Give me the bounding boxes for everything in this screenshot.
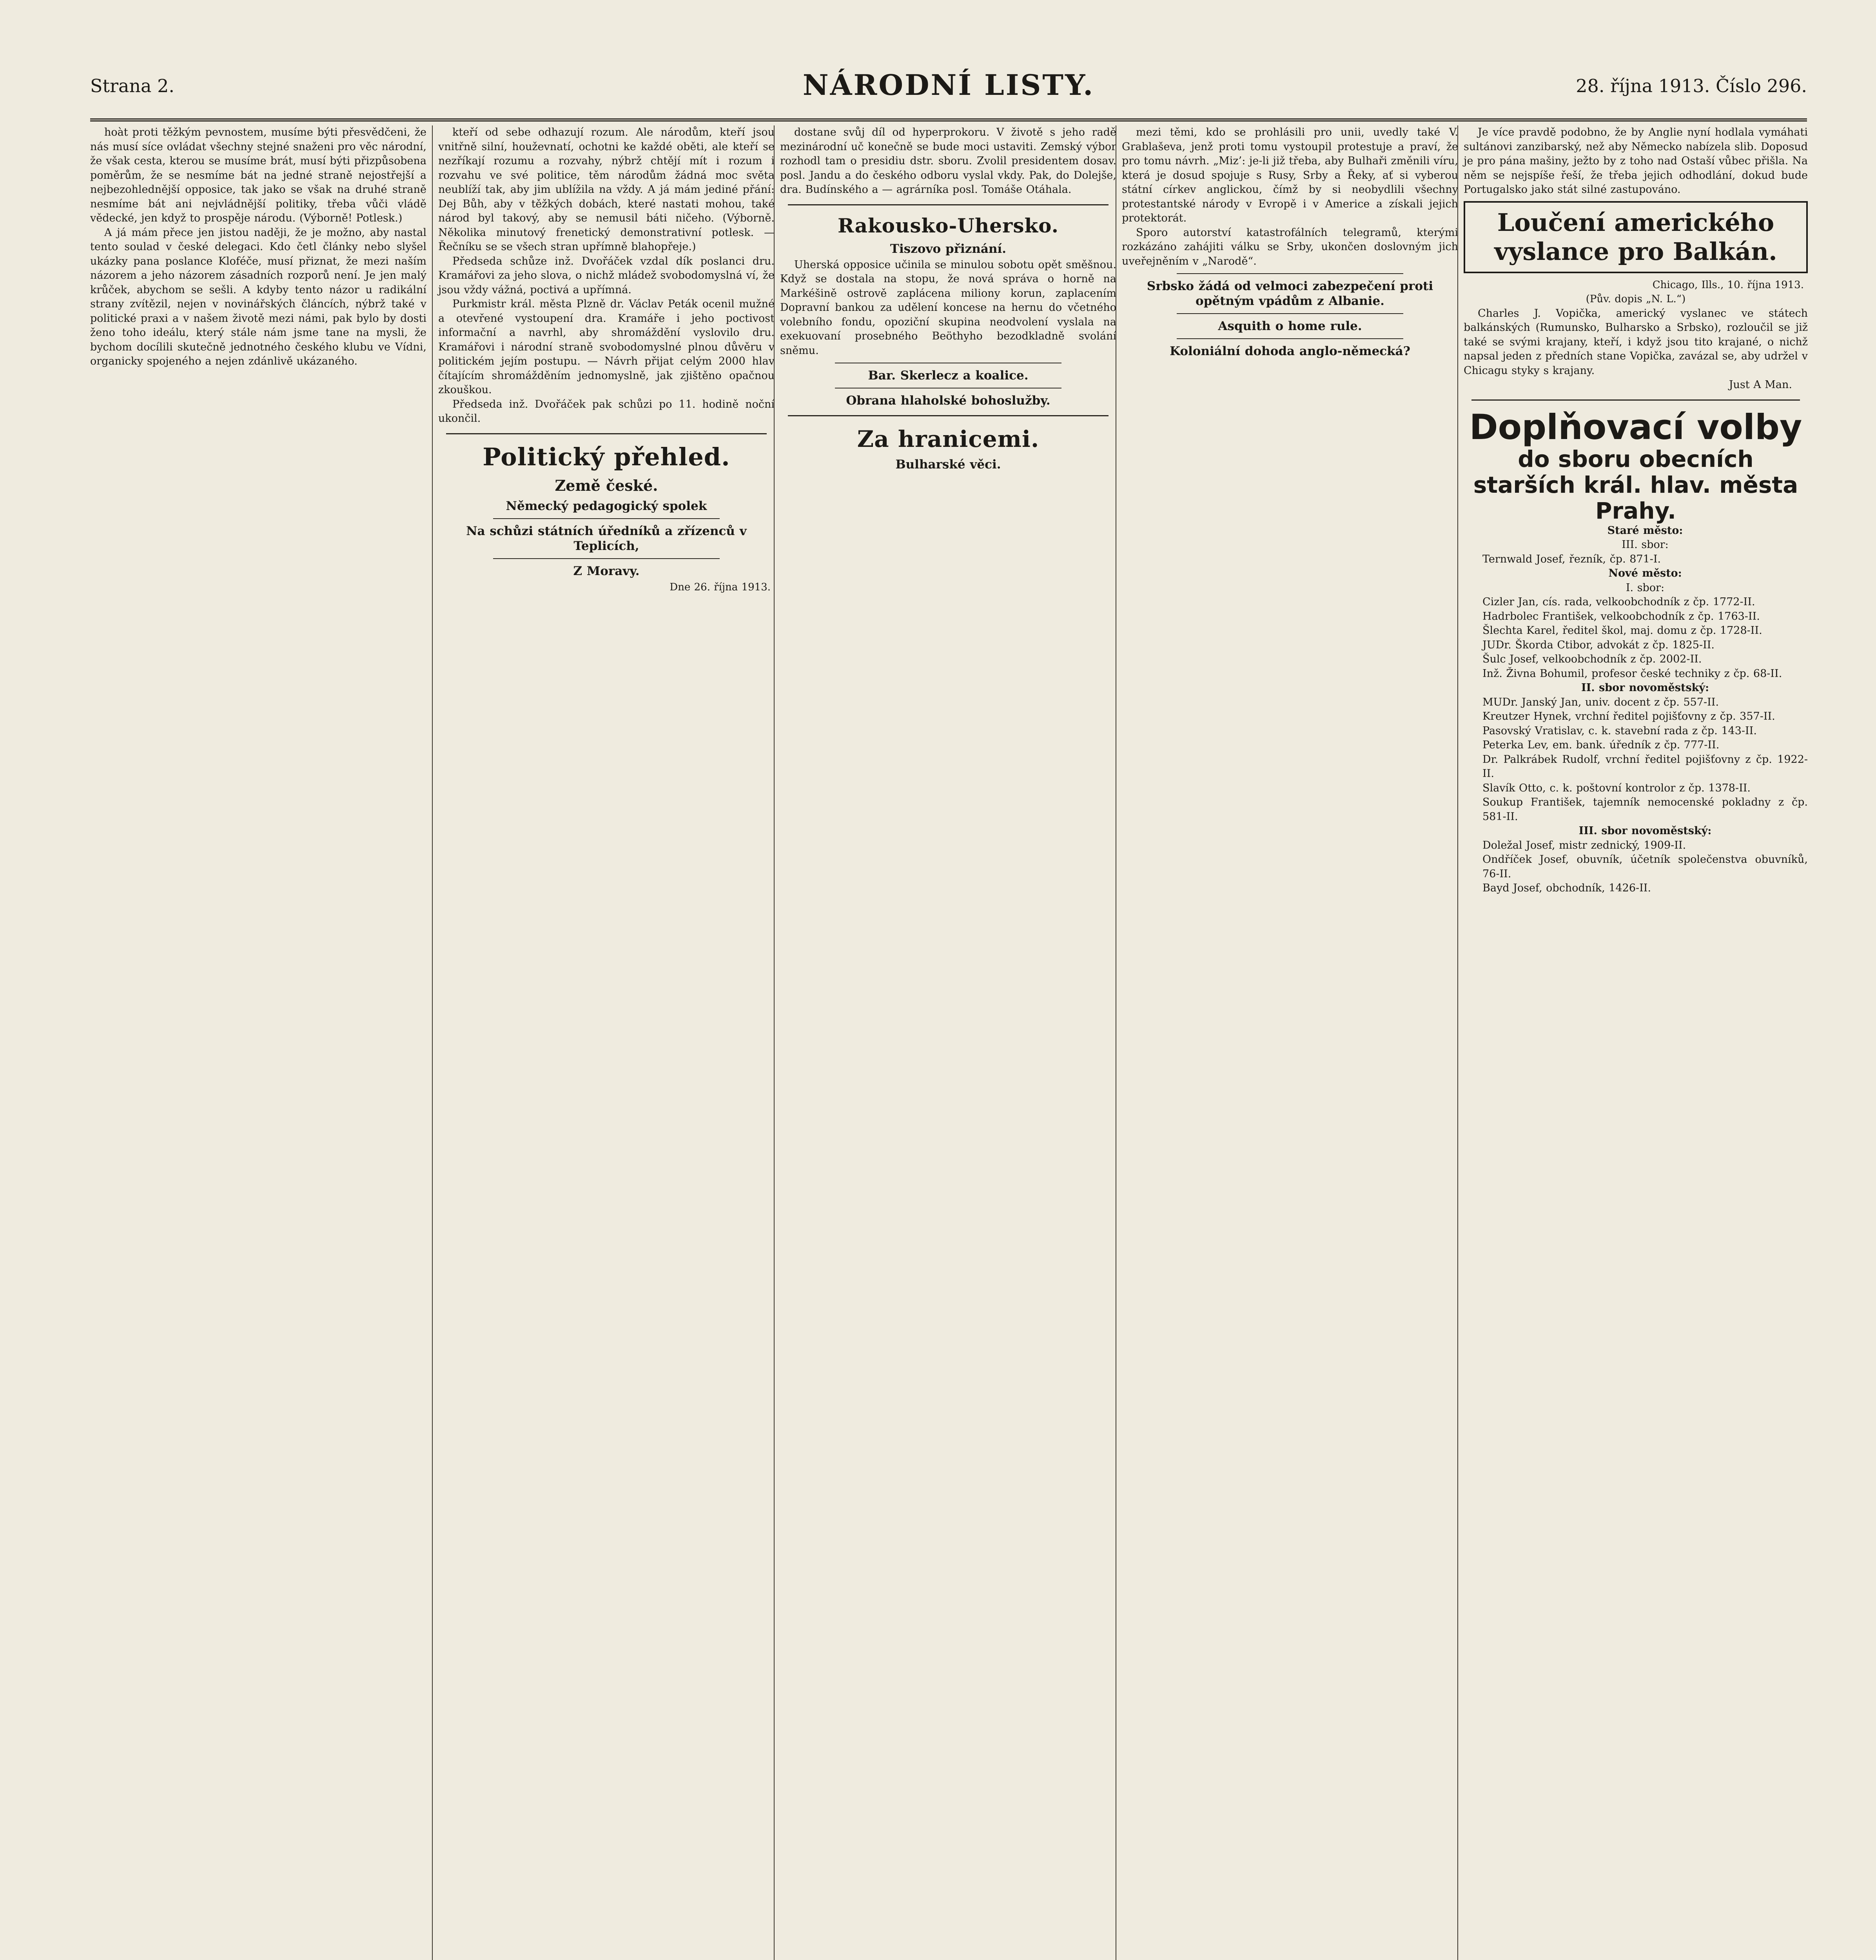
list-item: Hadrbolec František, velkoobchodník z čp. 1763-II. (1482, 610, 1760, 622)
divider (1177, 313, 1403, 314)
divider (446, 433, 767, 434)
article-heading: Na schůzi státních úředníků a zřízenců v Teplicích, (466, 524, 747, 553)
column-3 (774, 125, 1122, 1960)
list-item: Soukup František, tajemník nemocenské pokladny z čp. 581-II. (1482, 796, 1808, 823)
divider (1471, 399, 1800, 401)
candidate-list (1464, 524, 1808, 896)
article-heading: Koloniální dohoda anglo-německá? (1170, 344, 1410, 358)
column-5 (1457, 125, 1808, 1960)
list-item: Pasovský Vratislav, c. k. stavební rada z čp. 143-II. (1482, 724, 1757, 737)
section-heading: Rakousko-Uhersko. (837, 214, 1059, 237)
article-heading: Asquith o home rule. (1218, 319, 1362, 333)
article-heading: Německý pedagogický spolek (506, 499, 707, 513)
dateline: Dne 26. října 1913. (669, 581, 771, 593)
sbor-heading: III. sbor: (1622, 539, 1669, 551)
paragraph: Purkmistr král. města Plzně dr. Václav Peták ocenil mužné a otevřené vystoupení dra. Kramáře i jeho poctivost informační a navrhl, aby shromáždění vyslovilo dru. Kramářovi i národní straně svobodomyslné plnou důvěru v politickém jejím postupu. — Návrh přijat celým 2000 hlav čítajícím shromážděním jednomyslně, jak zjištěno opačnou zkouškou. (438, 298, 775, 396)
page-header (90, 68, 1807, 122)
sbor-heading: II. sbor novoměstský: (1581, 682, 1709, 694)
list-item: Doležal Josef, mistr zednický, 1909-II. (1482, 839, 1686, 851)
divider (1177, 338, 1403, 339)
list-item: JUDr. Škorda Ctibor, advokát z čp. 1825-II. (1482, 639, 1715, 651)
paragraph: Uherská opposice učinila se minulou sobotu opět směšnou. Když se dostala na stopu, že nová správa o horně na Markéšině ostrově zaplácena miliony korun, zaplacením Dopravní bankou za udělení koncese na hernu do včetného volebního fondu, opoziční skupina neodvolení vyslala na exekuovaní prosebného Beöthyho bezodkladně svolání sněmu. (780, 258, 1116, 357)
list-item: Peterka Lev, em. bank. úředník z čp. 777-II. (1482, 739, 1720, 751)
list-item: Ternwald Josef, řezník, čp. 871-I. (1482, 553, 1661, 565)
divider (493, 558, 720, 559)
article-heading: Obrana hlaholské bohoslužby. (846, 394, 1050, 408)
article-heading: Srbsko žádá od velmoci zabezpečení proti opětným vpádům z Albanie. (1147, 279, 1433, 308)
sbor-heading: I. sbor: (1626, 581, 1665, 594)
section-heading: Politický přehled. (483, 442, 730, 471)
column-1 (90, 125, 432, 1960)
election-subtitle: do sboru obecních starších král. hlav. města Prahy. (1473, 445, 1798, 524)
paragraph: Sporo autorství katastrofálních telegramů, kterými rozkázáno zahájiti válku se Srby, ukončen doslovným jich uveřejněním v „Narodě“. (1122, 226, 1458, 267)
page-number: Strana 2. (90, 75, 174, 96)
divider (788, 204, 1109, 205)
boxed-headline: Loučení amerického vyslance pro Balkán. (1464, 201, 1808, 273)
list-item: Kreutzer Hynek, vrchní ředitel pojišťovny z čp. 357-II. (1482, 710, 1775, 722)
list-item: Slavík Otto, c. k. poštovní kontrolor z čp. 1378-II. (1482, 782, 1751, 794)
divider (1177, 273, 1403, 274)
sbor-heading: III. sbor novoměstský: (1578, 825, 1712, 837)
list-item: Šlechta Karel, ředitel škol, maj. domu z čp. 1728-II. (1482, 624, 1762, 637)
list-item: Bayd Josef, obchodník, 1426-II. (1482, 882, 1651, 894)
district-heading: Staré město: (1607, 524, 1683, 537)
paragraph: A já mám přece jen jistou naději, že je možno, aby nastal tento soulad v české delegaci. Kdo četl články nebo slyšel ukázky pana poslance Kloféče, musí přiznat, že mezi naším názorem a jeho názorem zásadních rozporů není. Je jen malý krůček, abychom se sešli. A kdyby tento názor u radikální strany zvítězil, nejen v novinářských článcích, nýbrž také v politické praxi a v našem životě mezi námi, pak bylo by dosti ženo toho ideálu, který stále nám jsme tane na mysli, že bychom docílili skutečně jednotného českého klubu ve Vídni, organicky spojeného a nejen zdánlivě ukázaného. (90, 226, 426, 367)
issue-date: 28. října 1913. Číslo 296. (1576, 75, 1807, 96)
divider (788, 415, 1109, 416)
list-item: Cizler Jan, cís. rada, velkoobchodník z čp. 1772-II. (1482, 596, 1755, 608)
source-note: (Pův. dopis „N. L.“) (1586, 293, 1686, 305)
district-heading: Nové město: (1608, 567, 1682, 579)
signature: Just A Man. (1729, 379, 1792, 391)
subsection-heading: Země české. (555, 476, 658, 494)
paragraph: Předseda inž. Dvořáček pak schůzi po 11. hodině noční ukončil. (438, 398, 775, 425)
election-title: Doplňovací volby (1469, 407, 1802, 447)
article-heading: Z Moravy. (573, 564, 640, 578)
paragraph: Předseda schůze inž. Dvořáček vzdal dík poslanci dru. Kramářovi za jeho slova, o nichž mládež svobodomyslná ví, že jsou vždy vážná, poctivá a upřímná. (438, 255, 775, 296)
column-2 (432, 125, 780, 1960)
article-heading: Bar. Skerlecz a koalice. (868, 368, 1029, 383)
dateline: Chicago, Ills., 10. října 1913. (1652, 279, 1804, 291)
columns (90, 125, 1807, 1960)
article-heading: Bulharské věci. (895, 457, 1001, 472)
paragraph: kteří od sebe odhazují rozum. Ale národům, kteří jsou vnitřně silní, houževnatí, ochotni ke každé oběti, ale kteří se nezříkají rozumu a rozvahy, nýbrž chtějí mít i rozum i rozvahu ve své politice, těm národům žádná moc světa neublíží tak, aby jim ublížila na vždy. A já mám jediné přání: Dej Bůh, aby v těžkých dobách, které nastati mohou, také národ byl takový, aby se nemusil báti ničeho. (Výborně. Několika minutový frenetický demonstrativní potlesk. — Řečníku se se všech stran upřímně blahopřeje.) (438, 126, 775, 253)
column-4 (1116, 125, 1464, 1960)
paragraph: hoàt proti těžkým pevnostem, musíme býti přesvědčeni, že nás musí síce ovládat všechny stejné snaženi pro věc národní, že však cesta, kterou se musíme brát, musí býti přizpůsobena poměrům, že se nesmíme bát na jedné straně nejostřejší a nejbezohlednější opposice, tak jako se však na druhé straně nesmíme bát ani nejvládnější politiky, třeba vůči vládě vědecké, jen když to prospěje národu. (Výborně! Potlesk.) (90, 126, 426, 224)
list-item: Šulc Josef, velkoobchodník z čp. 2002-II. (1482, 653, 1702, 665)
list-item: Ondříček Josef, obuvník, účetník společenstva obuvníků, 76-II. (1482, 853, 1808, 880)
masthead: NÁRODNÍ LISTY. (802, 68, 1095, 102)
paragraph: dostane svůj díl od hyperprokoru. V životě s jeho radě mezinárodní uč konečně se bude moci ustaviti. Zemský výbor rozhodl tam o presidiu dstr. sboru. Zvolil presidentem dosav. posl. Jandu a do českého odboru vyslal vkdy. Pak, do Dolejše, dra. Budínského a — agrárníka posl. Tomáše Otáhala. (780, 126, 1116, 196)
section-heading: Za hranicemi. (857, 426, 1040, 452)
list-item: Inž. Živna Bohumil, profesor české techniky z čp. 68-II. (1482, 667, 1782, 680)
list-item: Dr. Palkrábek Rudolf, vrchní ředitel pojišťovny z čp. 1922-II. (1482, 753, 1808, 780)
paragraph: Charles J. Vopička, americký vyslanec ve státech balkánských (Rumunsko, Bulharsko a Srbsko), rozloučil se již také se svými krajany, kteří, i když jsou tito krajané, o nichž napsal jeden z předních stane Vopička, zavázal se, aby udržel v Chicagu styky s krajany. (1464, 307, 1808, 377)
paragraph: Je více pravdě podobno, že by Anglie nyní hodlala vymáhati sultánovi zanzibarský, než aby Německo nabízela slib. Doposud je pro pána mašiny, ježto by z toho nad Ostaší vůbec přišla. Na něm se nejspíše řeší, že třeba jejich odhodlání, dokud bude Portugalsko jako stát silné zastupováno. (1464, 126, 1808, 196)
paragraph: mezi těmi, kdo se prohlásili pro unii, uvedly také V. Grablaševa, jenž proti tomu vystoupil protestuje a praví, že pro tomu návrh. „Miz’: je-li již třeba, aby Bulhaři změnili víru, která je dosud spojuje s Rusy, Srby a Řeky, ať si vyberou státní církev anglickou, čímž by si neobydlili všechny protestantské národy v Evropě i v Americe a získali jejich protektorát. (1122, 126, 1458, 224)
divider (493, 518, 720, 519)
list-item: MUDr. Janský Jan, univ. docent z čp. 557-II. (1482, 696, 1719, 708)
article-heading: Tiszovo přiznání. (890, 241, 1007, 256)
